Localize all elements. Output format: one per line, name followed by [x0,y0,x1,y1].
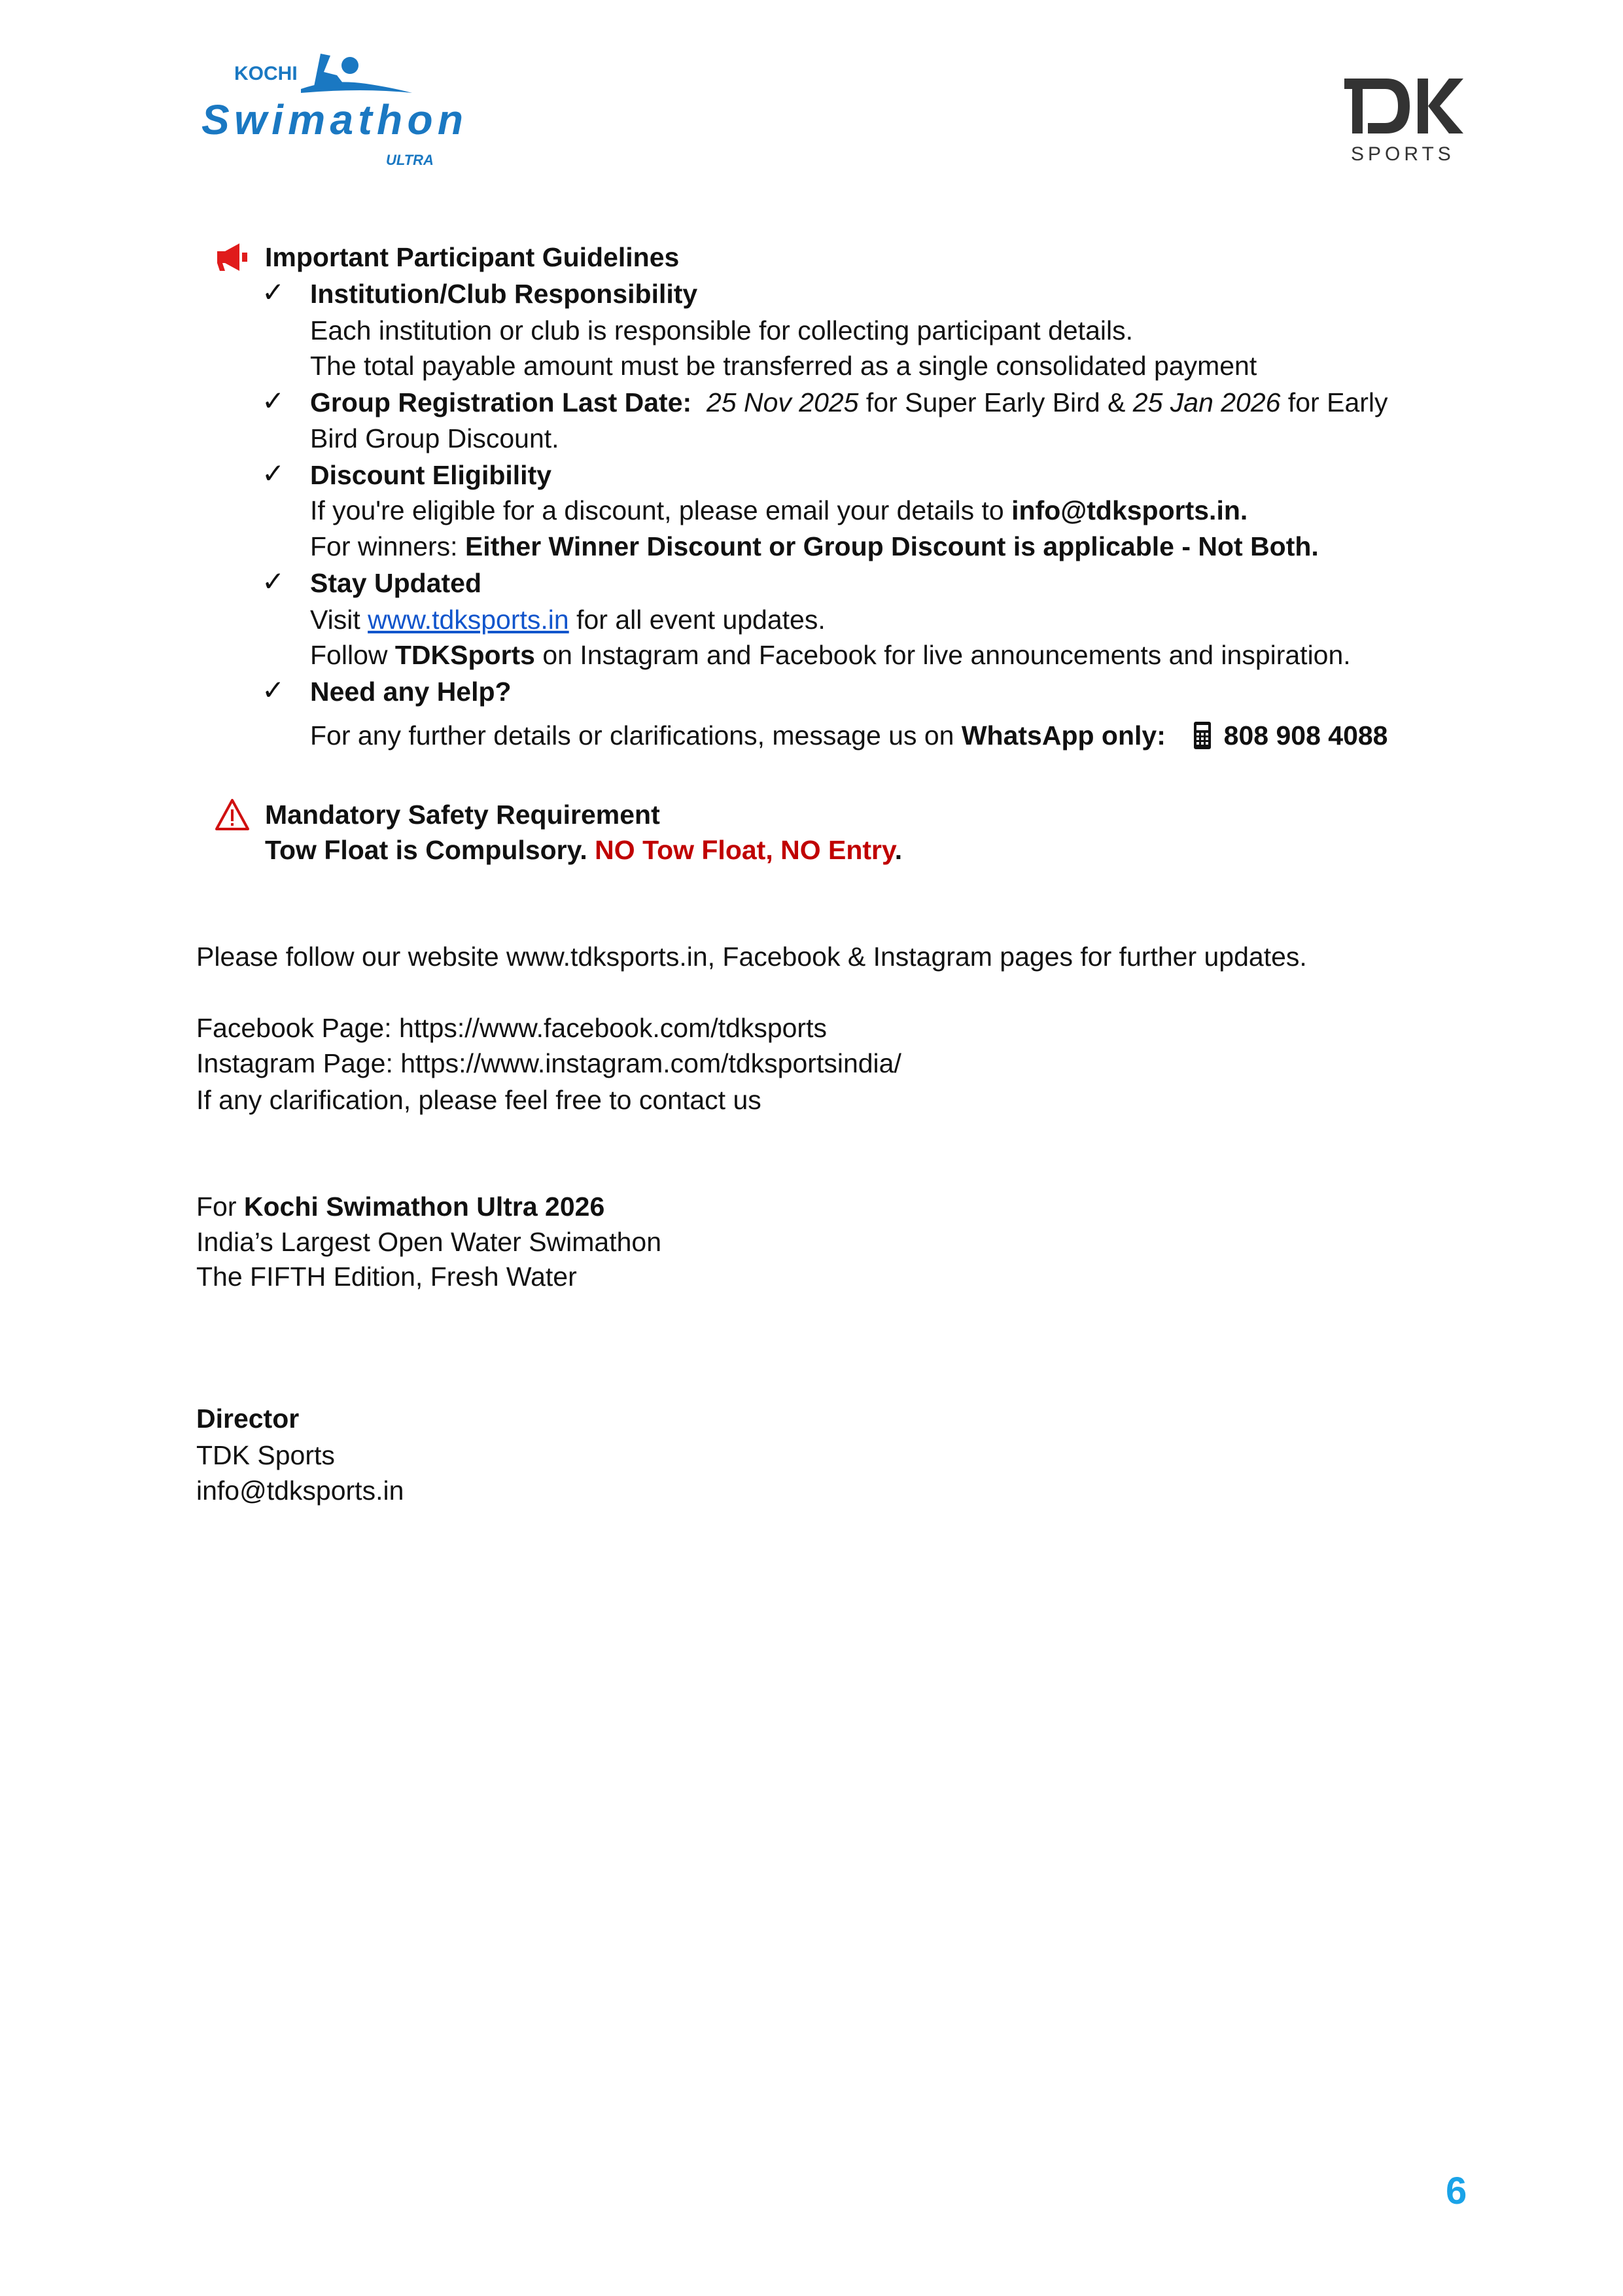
email: info@tdksports.in. [1011,495,1248,525]
text-bold: TDKSports [394,640,535,670]
check-icon: ✓ [262,458,285,489]
item-text [310,602,826,637]
item-title: Discount Eligibility [310,460,552,490]
edition: The FIFTH Edition, Fresh Water [196,1262,577,1292]
date: 25 Jan 2026 [1132,387,1281,417]
event-line [196,1189,604,1224]
text: Follow [310,640,395,670]
phone-icon [1193,721,1212,750]
website-link[interactable]: www.tdksports.in [368,605,569,635]
item-title: Group Registration Last Date: [310,387,692,417]
text: . [894,835,903,865]
text: on Instagram and Facebook for live announcements and inspiration. [534,640,1351,670]
text: For any further details or clarifications, message us on [310,720,962,751]
warning-text: NO Tow Float, NO Entry [595,835,895,865]
text: If you're eligible for a discount, please email your details to [310,495,1012,525]
text: For winners: [310,531,465,561]
tagline: India’s Largest Open Water Swimathon [196,1227,662,1257]
svg-text:ULTRA: ULTRA [386,152,434,168]
item-text [310,385,1388,420]
date: 25 Nov 2025 [706,387,859,417]
item-text: The total payable amount must be transferred as a single consolidated payment [310,351,1257,381]
check-icon: ✓ [262,385,285,416]
kochi-swimathon-logo [196,52,484,170]
signatory-email: info@tdksports.in [196,1475,404,1506]
tdk-sports-logo [1344,79,1475,164]
text: for Early [1280,387,1388,417]
item-text [310,529,1319,564]
item-title: Institution/Club Responsibility [310,279,698,309]
item-text [310,637,1351,673]
text-bold: Tow Float is Compulsory. [265,835,595,865]
facebook-text: Facebook Page: https://www.facebook.com/tdksports [196,1013,827,1043]
check-icon: ✓ [262,566,285,597]
item-text: Bird Group Discount. [310,423,559,453]
text: for all event updates. [568,605,826,635]
safety-title: Mandatory Safety Requirement [265,800,660,830]
item-text [310,493,1248,528]
warning-icon [215,798,250,831]
safety-line [265,832,902,868]
svg-text:SPORTS: SPORTS [1351,143,1455,164]
svg-text:KOCHI: KOCHI [234,63,298,84]
item-text: Each institution or club is responsible for collecting participant details. [310,315,1133,345]
svg-text:Swimathon: Swimathon [201,96,463,143]
event-name: Kochi Swimathon Ultra 2026 [243,1192,605,1222]
item-text [310,718,1387,753]
item-title: Stay Updated [310,568,481,598]
signatory-org: TDK Sports [196,1440,335,1470]
follow-text: Please follow our website www.tdksports.in, Facebook & Instagram pages for further updates. [196,942,1307,972]
signatory-title: Director [196,1404,300,1434]
check-icon: ✓ [262,675,285,705]
text-bold: Either Winner Discount or Group Discount is applicable - Not Both. [464,531,1319,561]
megaphone-icon [216,242,249,272]
guidelines-title: Important Participant Guidelines [265,242,680,272]
check-icon: ✓ [262,277,285,308]
clarification-text: If any clarification, please feel free to contact us [196,1085,761,1115]
text: Visit [310,605,368,635]
item-title: Need any Help? [310,677,512,707]
text-bold: WhatsApp only: [961,720,1166,751]
page-number: 6 [1446,2170,1467,2212]
phone-number: 808 908 4088 [1223,720,1388,751]
text: For [196,1192,244,1222]
text: for Super Early Bird & [858,387,1133,417]
instagram-text: Instagram Page: https://www.instagram.com/tdksportsindia/ [196,1048,901,1078]
